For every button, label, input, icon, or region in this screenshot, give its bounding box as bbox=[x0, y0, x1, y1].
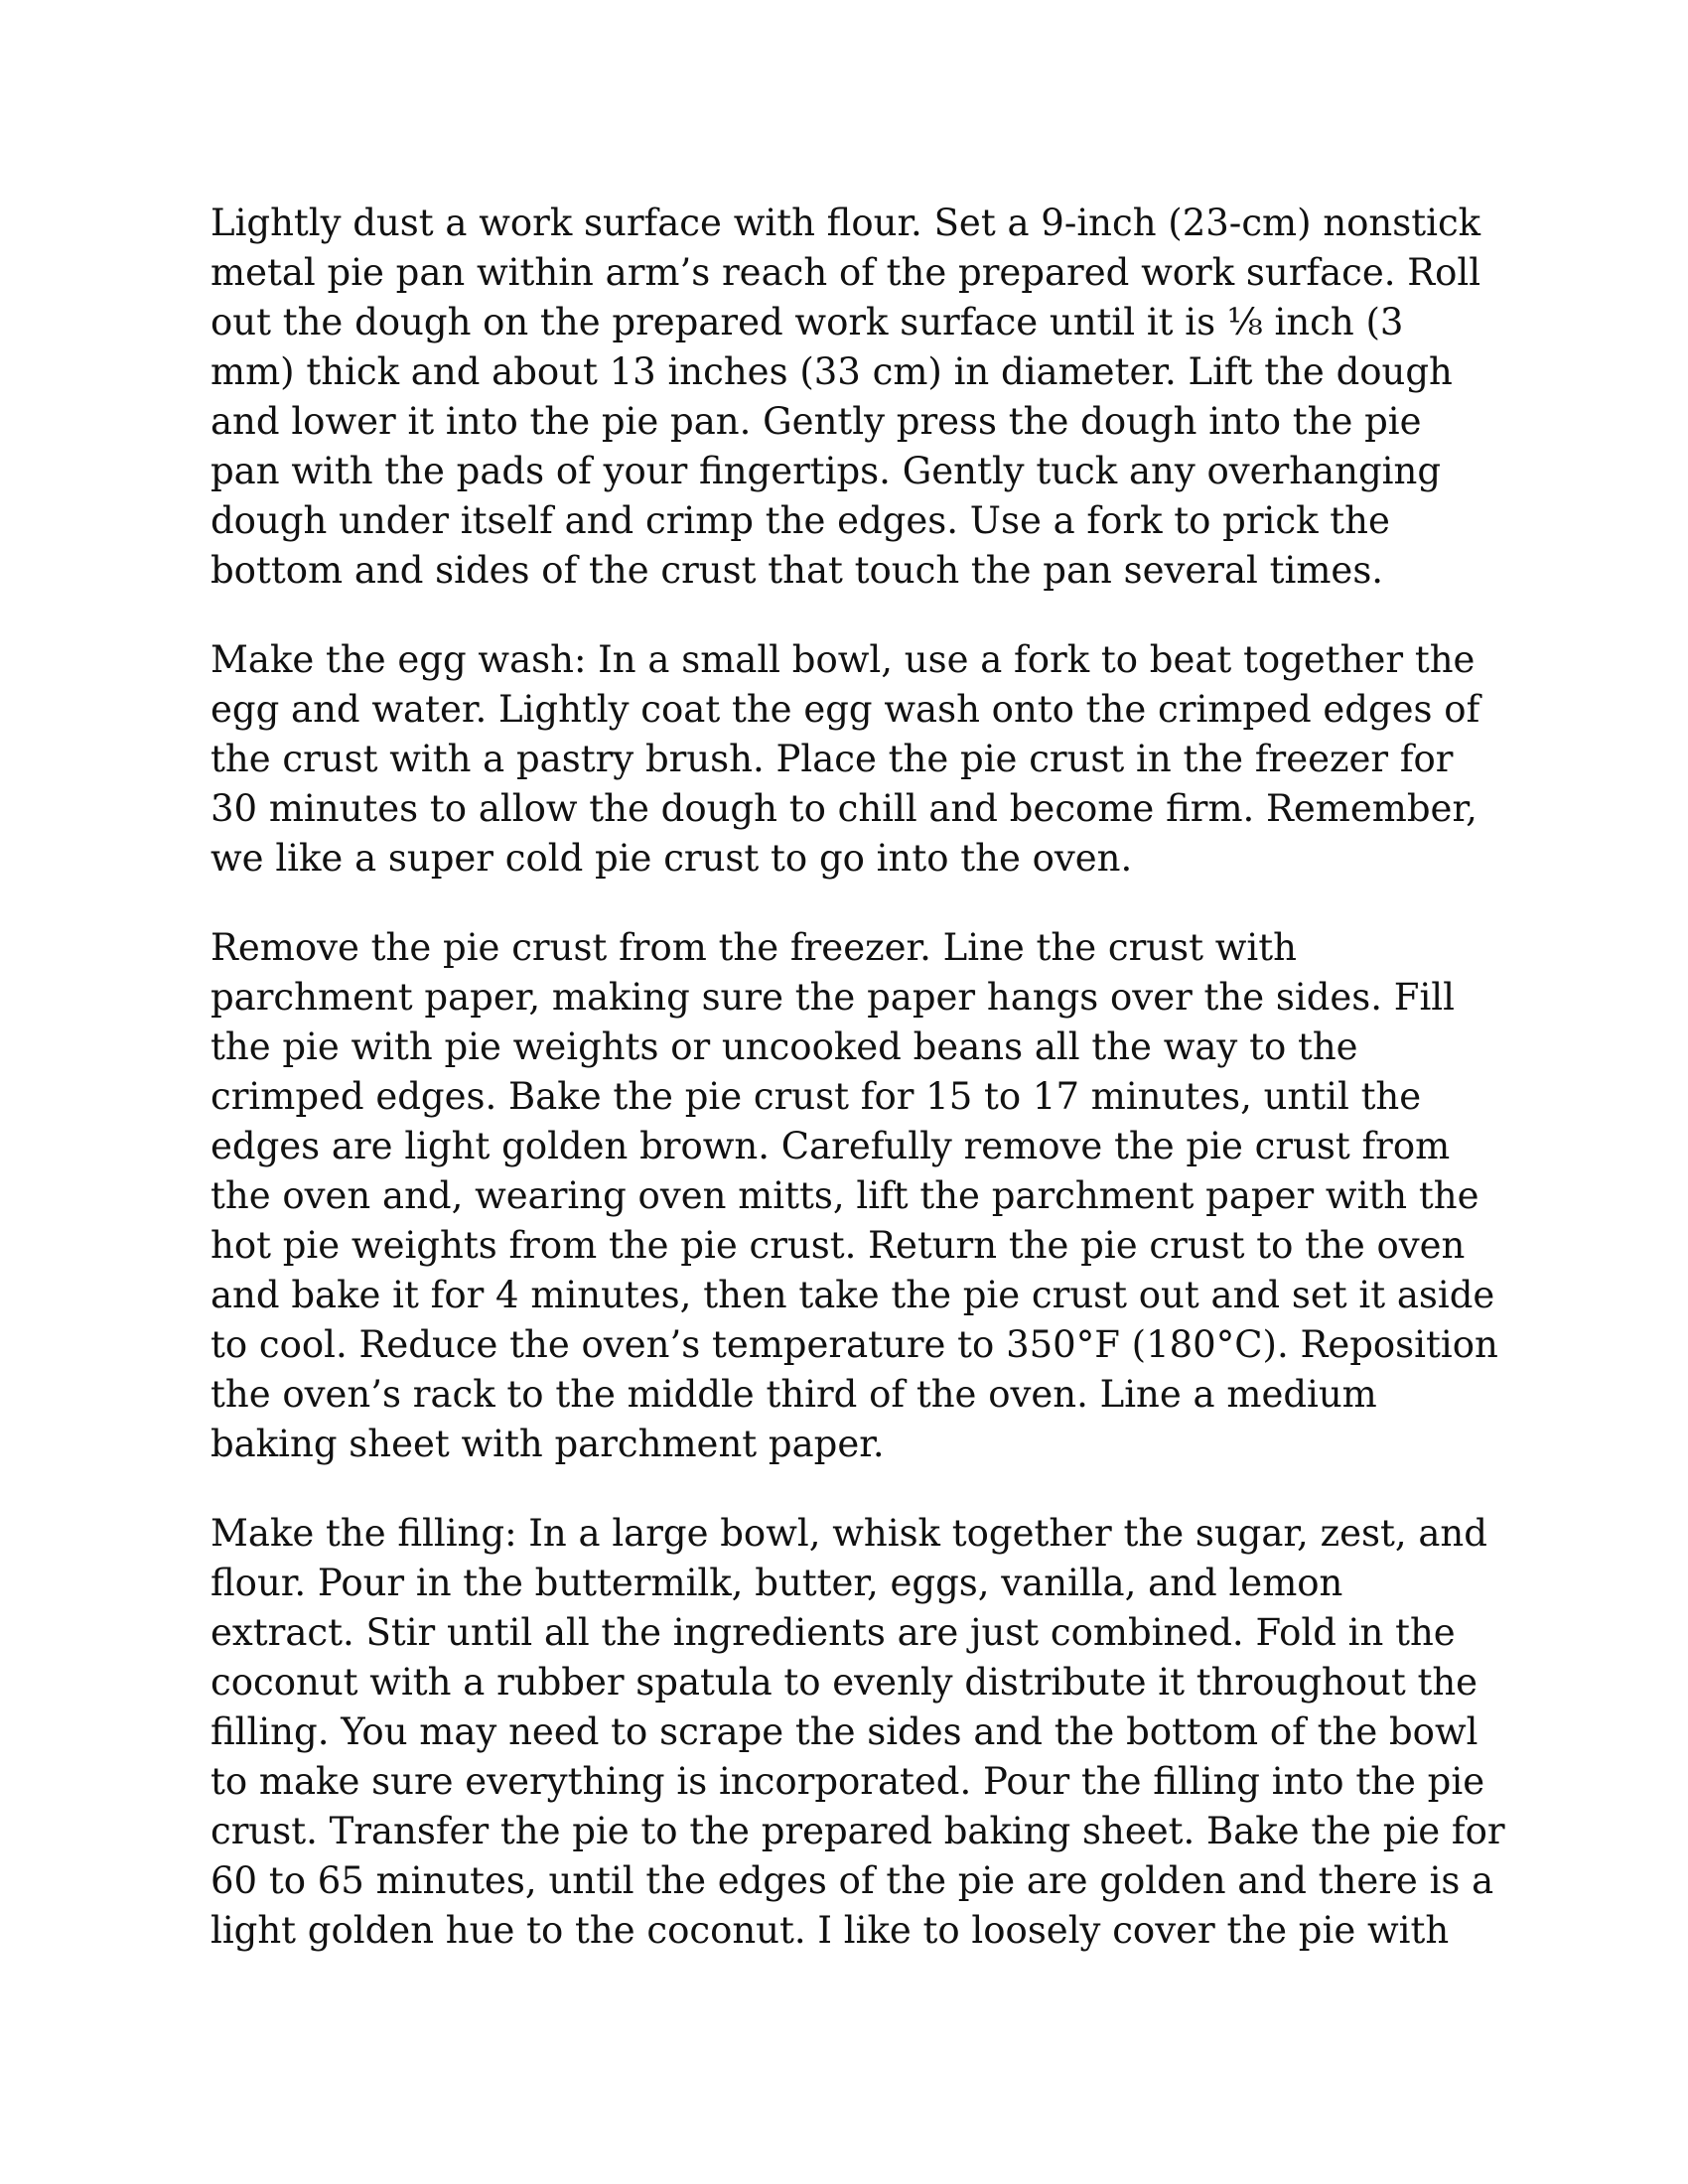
text-line: baking sheet with parchment paper. bbox=[211, 1423, 885, 1465]
text-line: edges are light golden brown. Carefully remove the pie crust from bbox=[211, 1125, 1451, 1167]
text-line: the oven’s rack to the middle third of the oven. Line a medium bbox=[211, 1373, 1377, 1416]
text-line: 30 minutes to allow the dough to chill and become firm. Remember, bbox=[211, 787, 1477, 830]
text-line: we like a super cold pie crust to go into the oven. bbox=[211, 837, 1133, 880]
text-line: Make the egg wash: In a small bowl, use a fork to beat together the bbox=[211, 638, 1476, 681]
paragraph-pie-crust bbox=[211, 199, 1501, 596]
text-line: to make sure everything is incorporated. Pour the filling into the pie bbox=[211, 1760, 1485, 1803]
text-line: to cool. Reduce the oven’s temperature to 350°F (180°C). Reposition bbox=[211, 1323, 1498, 1366]
text-line: and bake it for 4 minutes, then take the pie crust out and set it aside bbox=[211, 1274, 1495, 1316]
text-line: egg and water. Lightly coat the egg wash onto the crimped edges of bbox=[211, 688, 1480, 731]
text-line: dough under itself and crimp the edges. Use a fork to prick the bbox=[211, 499, 1390, 542]
text-line: extract. Stir until all the ingredients are just combined. Fold in the bbox=[211, 1611, 1456, 1654]
paragraph-egg-wash bbox=[211, 635, 1501, 884]
text-line: parchment paper, making sure the paper hangs over the sides. Fill bbox=[211, 976, 1455, 1019]
text-line: out the dough on the prepared work surface until it is ⅛ inch (3 bbox=[211, 301, 1404, 343]
text-line: Lightly dust a work surface with flour. Set a 9-inch (23-cm) nonstick bbox=[211, 202, 1481, 244]
text-line: crust. Transfer the pie to the prepared baking sheet. Bake the pie for bbox=[211, 1810, 1505, 1852]
text-line: metal pie pan within arm’s reach of the prepared work surface. Roll bbox=[211, 251, 1481, 294]
text-line: 60 to 65 minutes, until the edges of the pie are golden and there is a bbox=[211, 1859, 1494, 1902]
text-line: pan with the pads of your fingertips. Gently tuck any overhanging bbox=[211, 450, 1442, 492]
text-line: bottom and sides of the crust that touch the pan several times. bbox=[211, 549, 1384, 592]
text-line: filling. You may need to scrape the sides and the bottom of the bowl bbox=[211, 1710, 1478, 1753]
text-line: Make the filling: In a large bowl, whisk together the sugar, zest, and bbox=[211, 1512, 1487, 1555]
text-line: Remove the pie crust from the freezer. Line the crust with bbox=[211, 926, 1297, 969]
text-line: and lower it into the pie pan. Gently press the dough into the pie bbox=[211, 400, 1422, 443]
paragraph-blind-bake bbox=[211, 923, 1501, 1469]
paragraph-filling bbox=[211, 1509, 1505, 1956]
text-line: hot pie weights from the pie crust. Return the pie crust to the oven bbox=[211, 1224, 1466, 1267]
text-line: the crust with a pastry brush. Place the pie crust in the freezer for bbox=[211, 738, 1454, 780]
text-line: coconut with a rubber spatula to evenly distribute it throughout the bbox=[211, 1661, 1478, 1704]
text-line: mm) thick and about 13 inches (33 cm) in diameter. Lift the dough bbox=[211, 350, 1453, 393]
text-line: the pie with pie weights or uncooked beans all the way to the bbox=[211, 1025, 1358, 1068]
text-line: light golden hue to the coconut. I like to loosely cover the pie with bbox=[211, 1909, 1450, 1952]
text-line: crimped edges. Bake the pie crust for 15 to 17 minutes, until the bbox=[211, 1075, 1422, 1118]
text-line: flour. Pour in the buttermilk, butter, eggs, vanilla, and lemon bbox=[211, 1562, 1343, 1604]
text-line: the oven and, wearing oven mitts, lift the parchment paper with the bbox=[211, 1174, 1479, 1217]
document-page bbox=[211, 199, 1505, 1995]
